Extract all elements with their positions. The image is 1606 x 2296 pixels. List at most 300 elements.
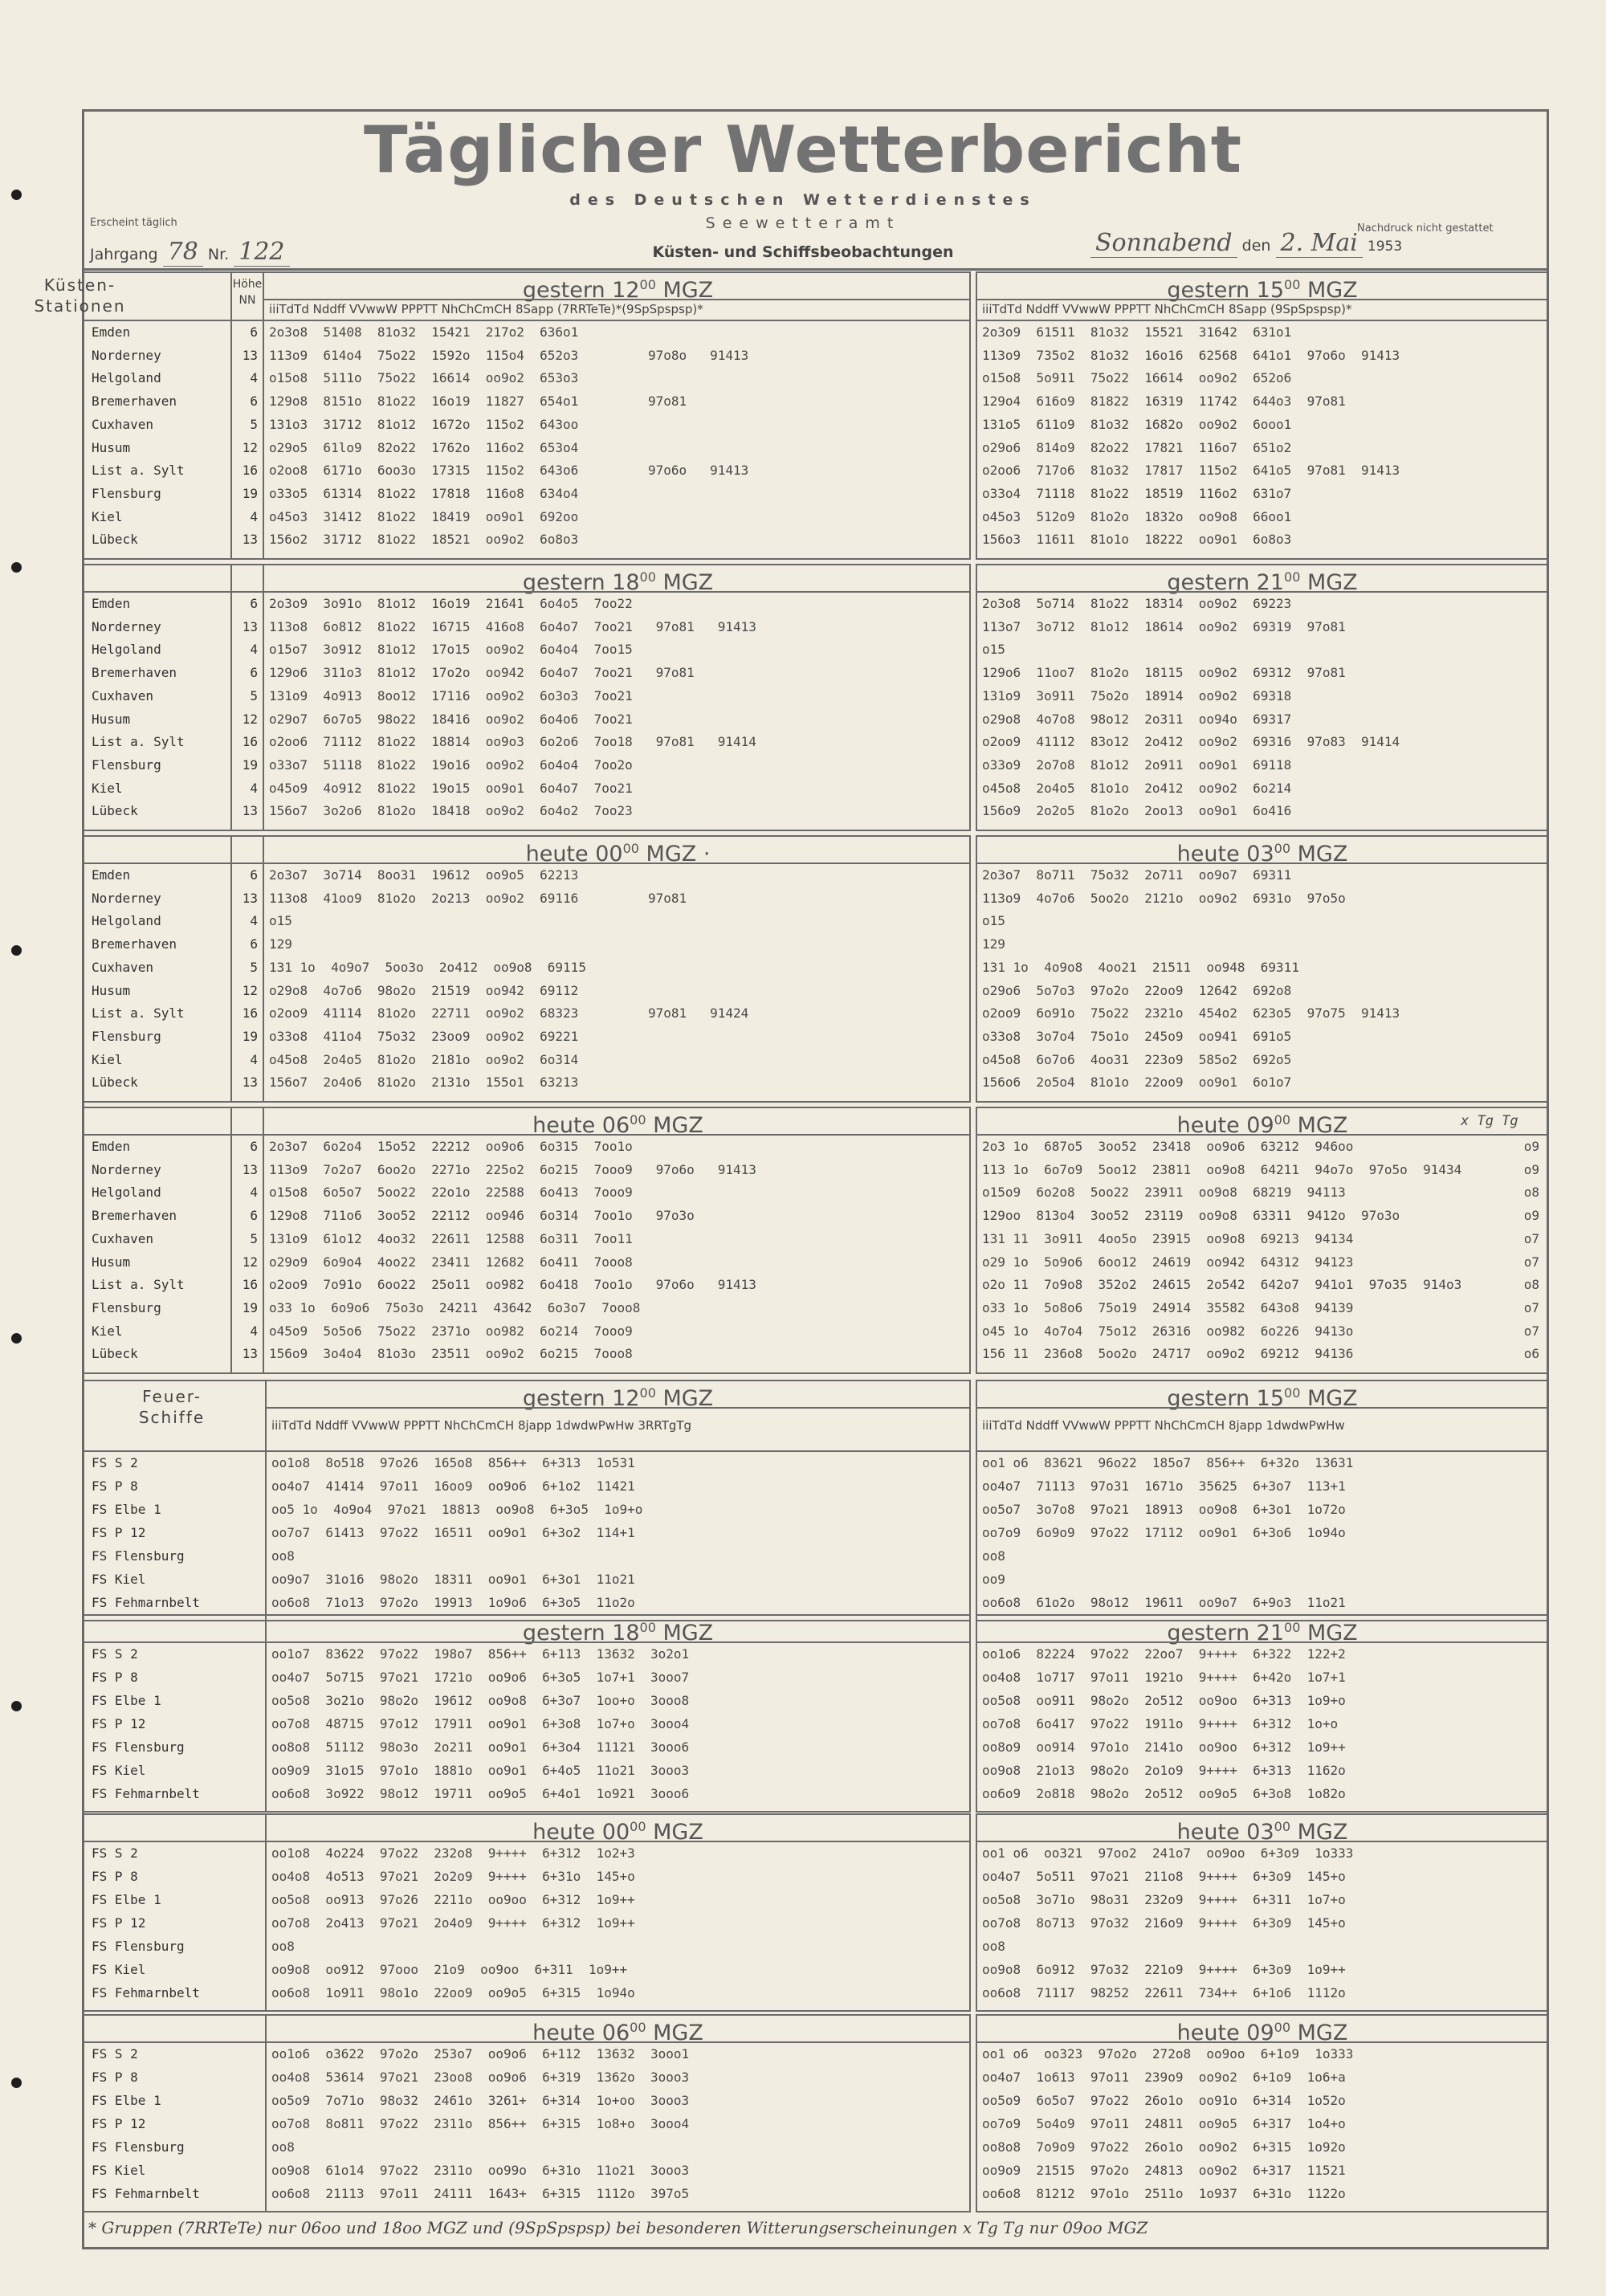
ship-name: FS Kiel [92,1763,146,1778]
observation-row: o2oo9 41112 83o12 2o412 oo9o2 69316 97o83 91414 [982,734,1400,750]
station-name: Husum [92,982,131,998]
station-name: Norderney [92,1161,161,1177]
observation-row: o15o8 6o5o7 5oo22 22o1o 22588 6o413 7ooo9 [269,1185,633,1201]
panel-title-part: MGZ [1290,2021,1348,2045]
observation-row: 2o3o8 5o714 81o22 18314 oo9o2 69223 [982,596,1292,611]
footnote: * Gruppen (7RRTeTe) nur 06oo und 18oo MGZ und (9SpSpspsp) bei besonderen Witterungserscheinungen x Tg Tg nur 09oo MGZ [88,2218,1148,2237]
station-name: Helgoland [92,642,161,658]
panel-title-part: gestern 18 [522,1621,640,1646]
station-height: 13 [242,347,258,363]
observation-row: 129 [982,936,1005,952]
station-name: Lübeck [92,1346,138,1362]
station-height: 6 [250,596,258,611]
panel-title-part: gestern 18 [522,570,640,595]
ship-col-divider [265,1380,267,1621]
height-col-divider [263,1107,264,1374]
station-height: 16 [242,463,258,479]
station-name: Flensburg [92,1028,161,1044]
ship-name: FS Elbe 1 [92,1502,161,1517]
observation-row: oo8 [271,2139,295,2155]
panel-title-part: MGZ [646,1113,703,1138]
ship-name: FS Flensburg [92,1739,185,1755]
nr-value: 122 [234,238,289,267]
title-rule [976,591,1549,593]
station-height: 6 [250,665,258,681]
header-rule [976,1641,1549,1643]
observation-row: o29o8 4o7o6 98o2o 21519 oo942 69112 [269,982,579,998]
station-height: 6 [250,867,258,883]
observation-row: oo5 1o 4o9o4 97o21 18813 oo9o8 6+3o5 1o9+o [271,1502,643,1517]
station-name: Norderney [92,347,161,363]
panel-title-part: MGZ [655,570,714,595]
station-name: List a. Sylt [92,734,185,750]
header-rule [976,1450,1549,1452]
station-name: Bremerhaven [92,394,177,410]
observation-row: o15o8 5o911 75o22 16614 oo9o2 652o6 [982,370,1292,386]
jahrgang-label: Jahrgang [90,246,158,263]
station-name: List a. Sylt [92,1005,185,1022]
ship-name: FS S 2 [92,1455,138,1470]
observation-row: oo7o8 2o413 97o21 2o4o9 9++++ 6+312 1o9++ [271,1915,635,1931]
observation-row: oo9o8 61o14 97o22 2311o oo99o 6+31o 11o21 3ooo3 [271,2163,690,2178]
panel-title-part: 00 [639,1385,656,1401]
station-name: Kiel [92,1051,123,1067]
observation-row: o33o8 3o7o4 75o1o 245o9 oo941 691o5 [982,1028,1292,1044]
panel-title [265,1107,971,1138]
observation-row: oo5o8 3o21o 98o2o 19612 oo9o8 6+3o7 1oo+o 3ooo8 [271,1693,690,1708]
panel-title-part: 00 [630,1819,646,1834]
panel-title-part: heute 09 [1176,2021,1274,2045]
observation-row: o33 1o 6o9o6 75o3o 24211 43642 6o3o7 7ooo8 [269,1299,641,1315]
observation-row: 2o3o7 6o2o4 15o52 22212 oo9o6 6o315 7oo1o [269,1139,633,1154]
station-name: Emden [92,867,131,883]
column-codes: iiiTdTd Nddff VVwwW PPPTT NhChCmCH 8Sapp (9SpSpspsp)* [982,302,1352,316]
extra-value: o9 [1523,1161,1539,1177]
date-value: 2. Mai [1276,229,1363,258]
ship-col-divider [265,2014,267,2212]
observation-row: 113 1o 6o7o9 5oo12 23811 oo9o8 64211 94o7o 97o5o 91434 [982,1161,1462,1177]
observation-row: o33o9 2o7o8 81o12 2o911 oo9o1 69118 [982,756,1292,773]
station-height: 5 [250,416,258,432]
extra-value: o6 [1523,1346,1539,1362]
observation-row: oo6o9 2o818 98o2o 2o512 oo9o5 6+3o8 1o82o [982,1786,1346,1801]
panel-title-part: 00 [1284,569,1301,585]
station-name: Norderney [92,618,161,634]
observation-row: oo1 o6 oo321 97oo2 241o7 oo9oo 6+3o9 1o333 [982,1845,1354,1861]
panel-title-part: heute 06 [532,2021,630,2045]
station-height: 12 [242,1254,258,1270]
station-height: 4 [250,1051,258,1067]
observation-row: oo6o8 21113 97o11 24111 1643+ 6+315 1112o 397o5 [271,2186,690,2201]
header-rule [82,1641,971,1643]
observation-row: 113o8 6o812 81o22 16715 416o8 6o4o7 7oo21 97o81 91413 [269,618,756,634]
panel-title [265,2014,971,2045]
observation-row: o45o8 2o4o5 81o2o 2181o oo9o2 6o314 [269,1051,579,1067]
station-name: Flensburg [92,485,161,501]
observation-row: 113o9 614o4 75o22 1592o 115o4 652o3 97o8o 91413 [269,347,749,363]
panel-title-part: gestern 21 [1167,1621,1285,1646]
panel-title-part: gestern 21 [1167,570,1285,595]
ship-name: FS Fehmarnbelt [92,1786,200,1801]
panel-title-part: MGZ [646,1820,703,1845]
observation-row: oo9o8 oo912 97ooo 21o9 oo9oo 6+311 1o9++ [271,1962,628,1977]
issue-line [90,238,290,266]
observation-row: oo1o7 83622 97o22 198o7 856++ 6+113 13632 3o2o1 [271,1646,690,1662]
observation-row: oo7o9 5o4o9 97o11 24811 oo9o5 6+317 1o4+o [982,2116,1346,2131]
observation-row: 2o3o8 51408 81o32 15421 217o2 636o1 [269,324,579,340]
station-height: 4 [250,370,258,386]
station-name: Husum [92,1254,131,1270]
station-name: Helgoland [92,913,161,929]
ship-name: FS Kiel [92,1572,146,1587]
observation-row: oo6o8 71117 98252 22611 734++ 6+1o6 1112o [982,1985,1346,2000]
station-height: 13 [242,803,258,819]
title-rule [263,299,971,300]
panel-title [976,835,1549,867]
panel-title-part: MGZ [1290,1113,1348,1138]
year: 1953 [1367,239,1403,255]
observation-row: 156o9 2o2o5 81o2o 2oo13 oo9o1 6o416 [982,803,1292,819]
panel-title-part: 00 [639,569,656,585]
observation-row: 156 11 236o8 5oo2o 24717 oo9o2 69212 94136 [982,1346,1354,1362]
panel-title [976,1614,1549,1646]
title-rule [265,1407,971,1409]
panel-title-part: 00 [1274,2020,1291,2035]
observation-row: oo5o9 7o71o 98o32 2461o 3261+ 6+314 1o+oo 3ooo3 [271,2093,690,2108]
ship-name: FS S 2 [92,2046,138,2062]
observation-row: 131o9 3o911 75o2o 18914 oo9o2 69318 [982,687,1292,703]
station-height: 4 [250,642,258,658]
header-rule [976,2041,1549,2043]
observation-row: o2oo6 717o6 81o32 17817 115o2 641o5 97o81 91413 [982,463,1400,479]
station-name: List a. Sylt [92,1277,185,1293]
ship-name: FS S 2 [92,1845,138,1861]
station-height: 19 [242,1028,258,1044]
panel-title-part: MGZ [655,1386,714,1411]
punch-hole [11,562,22,573]
observation-row: oo9o8 6o912 97o32 221o9 9++++ 6+3o9 1o9++ [982,1962,1346,1977]
panel-title-part: gestern 15 [1167,278,1285,303]
observation-row: oo4o7 71113 97o31 1671o 35625 6+3o7 113+1 [982,1478,1346,1494]
observation-row: o15o9 6o2o8 5oo22 23911 oo9o8 68219 94113 [982,1185,1346,1201]
observation-row: oo8 [982,1939,1005,1954]
ship-name: FS P 8 [92,1478,138,1494]
observation-row: oo1 o6 oo323 97o2o 272o8 oo9oo 6+1o9 1o333 [982,2046,1354,2062]
station-name: List a. Sylt [92,463,185,479]
station-name: Lübeck [92,1075,138,1091]
observation-row: o29 1o 5o9o6 6oo12 24619 oo942 64312 94123 [982,1254,1354,1270]
station-height: 12 [242,711,258,727]
extra-value: o9 [1523,1208,1539,1224]
station-name: Kiel [92,780,123,796]
publication-note: Erscheint täglich [90,217,177,229]
observation-row: o29o6 814o9 82o22 17821 116o7 651o2 [982,439,1292,455]
panel-title-part: MGZ [1290,842,1348,867]
panel-title-part: 00 [1284,1620,1301,1635]
observation-row: 156o9 3o4o4 81o3o 23511 oo9o2 6o215 7ooo8 [269,1346,633,1362]
station-name: Flensburg [92,756,161,773]
den-label: den [1241,237,1271,255]
observation-row: o2oo9 41114 81o2o 22711 oo9o2 68323 97o81 91424 [269,1005,749,1022]
observation-row: oo1 o6 83621 96o22 185o7 856++ 6+32o 13631 [982,1455,1354,1470]
panel-title-part: heute 06 [532,1113,630,1138]
observation-row: 156o3 11611 81o1o 18222 oo9o1 6o8o3 [982,532,1292,548]
extra-value: o8 [1523,1185,1539,1201]
extra-column-label: x Tg Tg [1461,1113,1518,1129]
header-rule [82,2041,971,2043]
ship-name: FS Flensburg [92,2139,185,2155]
extra-value: o9 [1523,1139,1539,1154]
observation-row: 129 [269,936,292,952]
panel-title-part: MGZ [1300,1621,1358,1646]
observation-row: oo6o8 81212 97o1o 2511o 1o937 6+31o 1122o [982,2186,1346,2201]
station-height: 16 [242,1277,258,1293]
station-name: Husum [92,439,131,455]
observation-row: oo8 [271,1548,295,1564]
observation-row: o45 1o 4o7o4 75o12 26316 oo982 6o226 9413o [982,1323,1354,1339]
station-height: 19 [242,1299,258,1315]
punch-hole [11,945,22,956]
observation-row: oo4o8 4o513 97o21 2o2o9 9++++ 6+31o 145+o [271,1869,635,1884]
weekday: Sonnabend [1090,229,1237,258]
station-name: Kiel [92,508,123,524]
observation-row: oo9o9 21515 97o2o 24813 oo9o2 6+317 11521 [982,2163,1346,2178]
observation-row: oo6o8 1o911 98o1o 22oo9 oo9o5 6+315 1o94o [271,1985,635,2000]
observation-row: o2o 11 7o9o8 352o2 24615 2o542 642o7 941o1 97o35 914o3 [982,1277,1462,1293]
station-height: 6 [250,324,258,340]
observation-row: 129o4 616o9 81822 16319 11742 644o3 97o81 [982,394,1346,410]
observation-row: 129o8 711o6 3oo52 22112 oo946 6o314 7oo1o 97o3o [269,1208,695,1224]
ship-name: FS Flensburg [92,1939,185,1954]
panel-title-part: 00 [1274,841,1291,856]
panel-title-part: gestern 12 [522,278,640,303]
station-name: Flensburg [92,1299,161,1315]
station-name: Cuxhaven [92,687,154,703]
observation-row: 131 1o 4o9o8 4oo21 21511 oo948 69311 [982,959,1299,975]
station-name: Lübeck [92,532,138,548]
observation-row: oo4o7 5o715 97o21 1721o oo9o6 6+3o5 1o7+1 3ooo7 [271,1670,690,1685]
observation-row: oo8 [982,1548,1005,1564]
nr-label: Nr. [207,246,230,263]
panel-title [265,1813,971,1845]
panel-title-part: MGZ [1300,570,1358,595]
extra-value: o8 [1523,1277,1539,1293]
station-name: Helgoland [92,370,161,386]
observation-row: o29o5 61lo9 82o22 1762o 116o2 653o4 [269,439,579,455]
station-name: Helgoland [92,1185,161,1201]
ship-name: FS S 2 [92,1646,138,1662]
ship-col-divider [265,1813,267,2012]
station-name: Norderney [92,890,161,906]
title-rule [976,863,1549,864]
station-name: Emden [92,1139,131,1154]
panel-title-part: heute 00 [532,1820,630,1845]
station-height: 5 [250,959,258,975]
observation-row: 156o7 2o4o6 81o2o 2131o 155o1 63213 [269,1075,579,1091]
observation-row: o29o9 6o9o4 4oo22 23411 12682 6o411 7ooo8 [269,1254,633,1270]
header-rule [82,1841,971,1842]
station-column-header: Küsten- Stationen [34,275,126,316]
panel-title-part: heute 03 [1176,1820,1274,1845]
reprint-note: Nachdruck nicht gestattet [1357,222,1494,234]
ship-name: FS Fehmarnbelt [92,1985,200,2000]
station-height: 13 [242,532,258,548]
ships-block-left [82,2014,971,2212]
observation-row: 131 1o 4o9o7 5oo3o 2o412 oo9o8 69115 [269,959,586,975]
observation-row: 113o9 7o2o7 6oo2o 2271o 225o2 6o215 7ooo9 97o6o 91413 [269,1161,756,1177]
station-name: Lübeck [92,803,138,819]
ship-name: FS P 8 [92,1869,138,1884]
station-height: 12 [242,439,258,455]
station-height: 13 [242,1346,258,1362]
extra-value: o7 [1523,1323,1539,1339]
observation-row: 2o3 1o 687o5 3oo52 23418 oo9o6 63212 946oo [982,1139,1354,1154]
station-height: 4 [250,780,258,796]
observation-row: o45o8 6o7o6 4oo31 223o9 585o2 692o5 [982,1051,1292,1067]
panel-title-part: 00 [1284,277,1301,292]
panel-title-part: 00 [1274,1112,1291,1128]
station-height: 4 [250,913,258,929]
observation-row: 113o9 4o7o6 5oo2o 2121o oo9o2 6931o 97o5o [982,890,1346,906]
observation-row: oo6o8 3o922 98o12 19711 oo9o5 6+4o1 1o921 3ooo6 [271,1786,690,1801]
observation-row: oo7o7 61413 97o22 16511 oo9o1 6+3o2 114+1 [271,1525,635,1540]
observation-row: 113o7 3o712 81o12 18614 oo9o2 69319 97o81 [982,618,1346,634]
panel-title [265,1380,971,1411]
observation-row: 131o5 611o9 81o32 1682o oo9o2 6ooo1 [982,416,1292,432]
observation-row: 129o6 311o3 81o12 17o2o oo942 6o4o7 7oo21 97o81 [269,665,695,681]
observation-row: o45o9 4o912 81o22 19o15 oo9o1 6o4o7 7oo21 [269,780,633,796]
observation-row: o29o7 6o7o5 98o22 18416 oo9o2 6o4o6 7oo21 [269,711,633,727]
observation-row: 129o6 11oo7 81o2o 18115 oo9o2 69312 97o81 [982,665,1346,681]
jahrgang-value: 78 [163,238,203,267]
observation-row: o2oo9 7o91o 6oo22 25o11 oo982 6o418 7oo1o 97o6o 91413 [269,1277,756,1293]
station-height: 4 [250,1323,258,1339]
station-height: 19 [242,485,258,501]
punch-hole [11,1333,22,1344]
panel-title [265,564,971,595]
observation-row: o33o4 71118 81o22 18519 116o2 631o7 [982,485,1292,501]
observation-row: oo5o8 3o71o 98o31 232o9 9++++ 6+311 1o7+o [982,1892,1346,1907]
station-height: 12 [242,982,258,998]
observation-row: oo5o8 oo911 98o2o 2o512 oo9oo 6+313 1o9+o [982,1693,1346,1708]
header-rule [82,1450,971,1452]
ship-name: FS Elbe 1 [92,2093,161,2108]
observation-row: oo7o8 6o417 97o22 1911o 9++++ 6+312 1o+o [982,1716,1339,1731]
observation-row: oo4o7 5o511 97o21 211o8 9++++ 6+3o9 145+o [982,1869,1346,1884]
observation-row: 2o3o9 61511 81o32 15521 31642 631o1 [982,324,1292,340]
station-height: 6 [250,1208,258,1224]
observation-row: oo6o8 71o13 97o2o 19913 1o9o6 6+3o5 11o2o [271,1595,635,1610]
observation-row: oo9 [982,1572,1005,1587]
station-name: Husum [92,711,131,727]
panel-title-part: 00 [1274,1819,1291,1834]
observation-row: oo7o8 8o713 97o32 216o9 9++++ 6+3o9 145+o [982,1915,1346,1931]
panel-title [265,271,971,303]
ship-name: FS Elbe 1 [92,1693,161,1708]
observation-row: 2o3o9 3o91o 81o12 16o19 21641 6o4o5 7oo22 [269,596,633,611]
extra-value: o7 [1523,1254,1539,1270]
observation-row: oo8o9 oo914 97o1o 2141o oo9oo 6+312 1o9++ [982,1739,1346,1755]
panel-title [976,2014,1549,2045]
observation-row: 131 11 3o911 4oo5o 23915 oo9o8 69213 94134 [982,1230,1354,1246]
observation-row: oo4o8 53614 97o21 23oo8 oo9o6 6+319 1362o 3ooo3 [271,2070,690,2085]
column-codes: iiiTdTd Nddff VVwwW PPPTT NhChCmCH 8Sapp (7RRTeTe)*(9SpSpspsp)* [269,302,703,316]
panel-title-part: gestern 15 [1167,1386,1285,1411]
station-height: 5 [250,1230,258,1246]
report-title: Täglicher Wetterbericht [363,112,1243,187]
observation-row: oo4o8 1o717 97o11 1921o 9++++ 6+42o 1o7+1 [982,1670,1346,1685]
observation-row: 156o7 3o2o6 81o2o 18418 oo9o2 6o4o2 7oo23 [269,803,633,819]
panel-title-part: 00 [622,841,639,856]
observation-row: oo7o8 8o811 97o22 2311o 856++ 6+315 1o8+o 3ooo4 [271,2116,690,2131]
observation-row: o33o5 61314 81o22 17818 116o8 634o4 [269,485,579,501]
ship-name: FS Fehmarnbelt [92,2186,200,2201]
station-height: 19 [242,756,258,773]
station-name: Bremerhaven [92,1208,177,1224]
header-rule [82,591,971,593]
station-height: 16 [242,734,258,750]
observation-row: 131o9 4o913 8oo12 17116 oo9o2 6o3o3 7oo21 [269,687,633,703]
observation-row: o15o8 5111o 75o22 16614 oo9o2 653o3 [269,370,579,386]
header-rule [976,1841,1549,1842]
section-heading: Küsten- und Schiffsbeobachtungen [652,243,954,261]
report-subtitle: des Deutschen Wetterdienstes [569,191,1037,209]
ship-name: FS P 12 [92,1716,146,1731]
header-rule [976,320,1549,321]
panel-title-part: heute 00 [525,842,623,867]
panel-title [976,1380,1549,1411]
panel-title-part: heute 03 [1176,842,1274,867]
observation-row: o15 [982,642,1005,658]
panel-title-part: MGZ [1300,278,1358,303]
observation-row: o45o3 31412 81o22 18419 oo9o1 692oo [269,508,579,524]
observation-row: oo7o9 6o9o9 97o22 17112 oo9o1 6+3o6 1o94o [982,1525,1346,1540]
observation-row: o15 [269,913,292,929]
panel-title-part: MGZ [655,278,714,303]
observation-row: o2oo6 71112 81o22 18814 oo9o3 6o2o6 7oo18 97o81 91414 [269,734,756,750]
ship-name: FS P 8 [92,2070,138,2085]
observation-row: oo1o8 8o518 97o26 165o8 856++ 6+313 1o531 [271,1455,635,1470]
observation-row: o33 1o 5o8o6 75o19 24914 35582 643o8 94139 [982,1299,1354,1315]
station-height: 6 [250,394,258,410]
observation-row: o15 [982,913,1005,929]
station-name: Emden [92,596,131,611]
observation-row: oo1o6 o3622 97o2o 253o7 oo9o6 6+112 13632 3ooo1 [271,2046,690,2062]
observation-row: 156o2 31712 81o22 18521 oo9o2 6o8o3 [269,532,579,548]
ship-col-divider [265,1614,267,1813]
observation-row: oo9o7 31o16 98o2o 18311 oo9o1 6+3o1 11o21 [271,1572,635,1587]
date-line [1090,229,1402,257]
title-rule [976,1407,1549,1409]
observation-row: 156o6 2o5o4 81o1o 22oo9 oo9o1 6o1o7 [982,1075,1292,1091]
ship-name: FS P 12 [92,1915,146,1931]
observation-row: 131o9 61o12 4oo32 22611 12588 6o311 7oo11 [269,1230,633,1246]
observation-row: o45o3 512o9 81o2o 1832o oo9o8 66oo1 [982,508,1292,524]
observation-row: 113o8 41oo9 81o2o 2o213 oo9o2 69116 97o81 [269,890,687,906]
station-height: 4 [250,1185,258,1201]
observation-row: 129oo 813o4 3oo52 23119 oo9o8 63311 9412o 97o3o [982,1208,1400,1224]
header-rule [82,268,1549,271]
panel-title-part: MGZ [655,1621,714,1646]
observation-row: 129o8 8151o 81o22 16o19 11827 654o1 97o81 [269,394,687,410]
panel-title-part: MGZ [1300,1386,1358,1411]
station-height: 6 [250,1139,258,1154]
observation-row: o45o8 2o4o5 81o1o 2o412 oo9o2 6o214 [982,780,1292,796]
station-height: 13 [242,1075,258,1091]
ships-block-right [976,1380,1549,1621]
panel-title [976,564,1549,595]
observation-row: oo9o9 31o15 97o1o 1881o oo9o1 6+4o5 11o21 3ooo3 [271,1763,690,1778]
